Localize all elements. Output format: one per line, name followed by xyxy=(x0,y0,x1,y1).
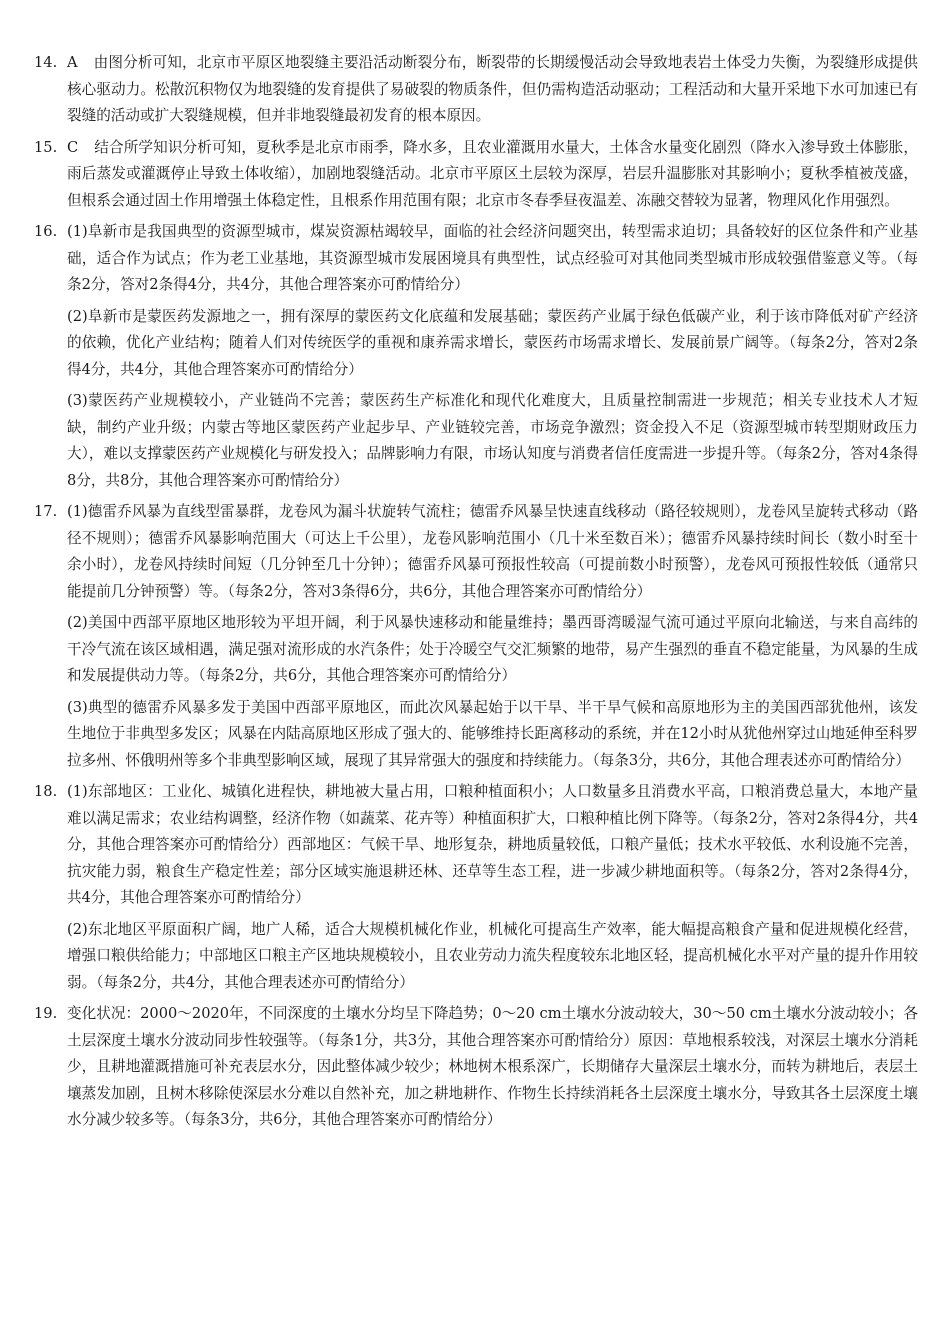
question-18 xyxy=(34,779,918,996)
question-number: 14. xyxy=(34,54,58,71)
answer-letter: A xyxy=(67,54,78,71)
question-number: 15. xyxy=(34,138,58,156)
answer-letter: C xyxy=(67,138,79,156)
sub-answer-1: (1)东部地区：工业化、城镇化进程快，耕地被大量占用，口粮种植面积小；人口数量多且消费水平高，口粮消费总量大，本地产量难以满足需求；农业结构调整，经济作物（如蔬菜、花卉等）种植面积扩大，口粮种植比例下降等。（每条2分，答对2条得4分，共4分，其他合理答案亦可酌情给分）西部地区：气候干旱、地形复杂，耕地质量较低，口粮产量低；技术水平较低、水利设施不完善，抗灾能力弱，粮食生产稳定性差；部分区域实施退耕还林、还草等生态工程，进一步减少耕地面积等。（每条2分，答对2条得4分，共4分，其他合理答案亦可酌情给分） xyxy=(67,783,918,906)
answer-sheet xyxy=(34,50,918,1139)
question-number: 17. xyxy=(34,503,58,520)
question-19 xyxy=(34,1001,918,1134)
explanation-text: 变化状况：2000～2020年，不同深度的土壤水分均呈下降趋势；0～20 cm土壤水分波动较大，30～50 cm土壤水分波动较小；各土层深度土壤水分波动同步性较强等。（每条1分，共3分，其他合理答案亦可酌情给分）原因：草地根系较浅，对深层土壤水分消耗少，且耕地灌溉措施可补充表层水分，因此整体减少较少；林地树木根系深广，长期储存大量深层土壤水分，而转为耕地后，表层土壤蒸发加剧，且树木移除使深层水分难以自然补充，加之耕地耕作、作物生长持续消耗各土层深度土壤水分，导致其各土层深度土壤水分减少较多等。（每条3分，共6分，其他合理答案亦可酌情给分） xyxy=(67,1005,918,1128)
sub-answer-3: (3)典型的德雷乔风暴多发于美国中西部平原地区，而此次风暴起始于以干旱、半干旱气候和高原地形为主的美国西部犹他州，该发生地位于非典型多发区；风暴在内陆高原地区形成了强大的、能够维持长距离移动的系统，并在12小时从犹他州穿过山地延伸至科罗拉多州、怀俄明州等多个非典型影响区域，展现了其异常强大的强度和持续能力。（每条3分，共6分，其他合理表述亦可酌情给分） xyxy=(67,698,918,769)
question-number: 19. xyxy=(34,1005,58,1022)
question-number: 18. xyxy=(34,783,58,800)
question-body xyxy=(67,50,918,130)
explanation-text: 由图分析可知，北京市平原区地裂缝主要沿活动断裂分布，断裂带的长期缓慢活动会导致地表岩土体受力失衡，为裂缝形成提供核心驱动力。松散沉积物仅为地裂缝的发育提供了易破裂的物质条件，但仍需构造活动驱动；工程活动和大量开采地下水可加速已有裂缝的活动或扩大裂缝规模，但并非地裂缝最初发育的根本原因。 xyxy=(67,54,918,124)
sub-answer-1: (1)阜新市是我国典型的资源型城市，煤炭资源枯竭较早，面临的社会经济问题突出，转型需求迫切；具备较好的区位条件和产业基础，适合作为试点；作为老工业基地，其资源型城市发展困境具有典型性，试点经验可对其他同类型城市形成较强借鉴意义等。（每条2分，答对2条得4分，共4分，其他合理答案亦可酌情给分） xyxy=(67,223,918,293)
sub-answer-2: (2)东北地区平原面积广阔，地广人稀，适合大规模机械化作业，机械化可提高生产效率，能大幅提高粮食产量和促进规模化经营，增强口粮供给能力；中部地区口粮主产区地块规模较小，且农业劳动力流失程度较东北地区轻，提高机械化水平对产量的提升作用较弱。（每条2分，共4分，其他合理表述亦可酌情给分） xyxy=(67,920,918,991)
question-17 xyxy=(34,499,918,774)
sub-answer-3: (3)蒙医药产业规模较小，产业链尚不完善；蒙医药生产标准化和现代化难度大，且质量控制需进一步规范；相关专业技术人才短缺，制约产业升级；内蒙古等地区蒙医药产业起步早、产业链较完善，市场竞争激烈；资金投入不足（资源型城市转型期财政压力大），难以支撑蒙医药产业规模化与研发投入；品牌影响力有限，市场认知度与消费者信任度需进一步提升等。（每条2分，答对4条得8分，共8分，其他合理答案亦可酌情给分） xyxy=(67,392,918,489)
question-16 xyxy=(34,219,918,494)
sub-answer-2: (2)阜新市是蒙医药发源地之一，拥有深厚的蒙医药文化底蕴和发展基础；蒙医药产业属于绿色低碳产业，利于该市降低对矿产经济的依赖，优化产业结构；随着人们对传统医学的重视和康养需求增长，蒙医药市场需求增长、发展前景广阔等。（每条2分，答对2条得4分，共4分，其他合理答案亦可酌情给分） xyxy=(67,307,918,378)
explanation-text: 结合所学知识分析可知，夏秋季是北京市雨季，降水多，且农业灌溉用水量大，土体含水量变化剧烈（降水入渗导致土体膨胀，雨后蒸发或灌溉停止导致土体收缩），加剧地裂缝活动。北京市平原区土层较为深厚，岩层升温膨胀对其影响小；夏秋季植被茂盛，但根系会通过固土作用增强土体稳定性，且根系作用范围有限；北京市冬春季昼夜温差、冻融交替较为显著，物理风化作用强烈。 xyxy=(67,138,918,209)
question-14 xyxy=(34,50,918,130)
question-body xyxy=(67,135,918,215)
question-number: 16. xyxy=(34,223,58,240)
sub-answer-1: (1)德雷乔风暴为直线型雷暴群，龙卷风为漏斗状旋转气流柱；德雷乔风暴呈快速直线移动（路径较规则），龙卷风呈旋转式移动（路径不规则）；德雷乔风暴影响范围大（可达上千公里），龙卷风影响范围小（几十米至数百米）；德雷乔风暴持续时间长（数小时至十余小时），龙卷风持续时间短（几分钟至几十分钟）；德雷乔风暴可预报性较高（可提前数小时预警），龙卷风可预报性较低（通常只能提前几分钟预警）等。（每条2分，答对3条得6分，共6分，其他合理答案亦可酌情给分） xyxy=(67,503,918,600)
sub-answer-2: (2)美国中西部平原地区地形较为平坦开阔，利于风暴快速移动和能量维持；墨西哥湾暖湿气流可通过平原向北输送，与来自高纬的干冷气流在该区域相遇，满足强对流形成的水汽条件；处于冷暖空气交汇频繁的地带，易产生强烈的垂直不稳定能量，为风暴的生成和发展提供动力等。（每条2分，共6分，其他合理答案亦可酌情给分） xyxy=(67,614,918,684)
question-15 xyxy=(34,135,918,215)
